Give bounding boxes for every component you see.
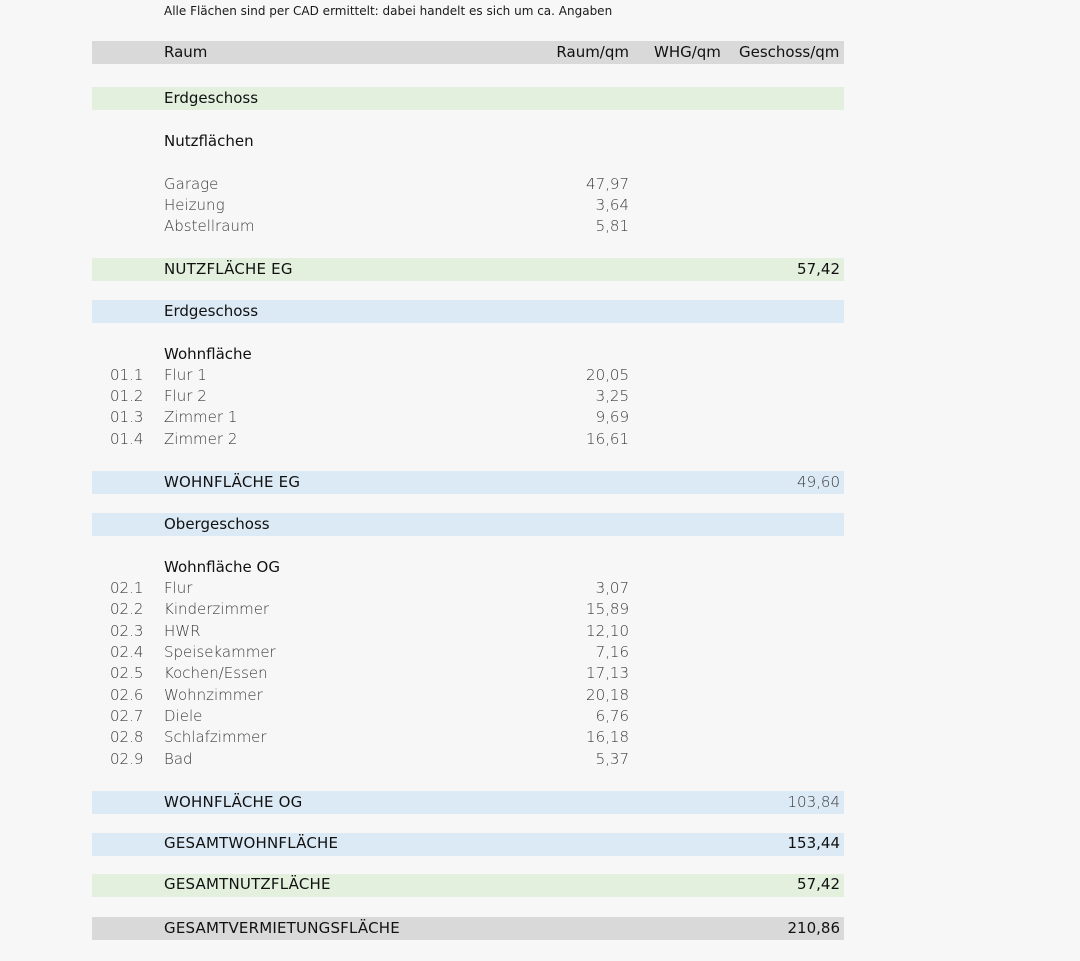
row-name: Bad bbox=[164, 750, 193, 768]
row-index: 02.5 bbox=[110, 664, 144, 682]
row-value: 12,10 bbox=[586, 622, 629, 640]
row-index: 02.3 bbox=[110, 622, 144, 640]
row-name: Zimmer 2 bbox=[164, 430, 238, 448]
row-index: 02.2 bbox=[110, 600, 144, 618]
row-value: 6,76 bbox=[595, 707, 629, 725]
total-value-gesamtnutz: 57,42 bbox=[797, 875, 840, 893]
total-label-gesamtwohn: GESAMTWOHNFLÄCHE bbox=[164, 834, 339, 852]
row-index: 01.4 bbox=[110, 430, 144, 448]
row-index: 02.8 bbox=[110, 728, 144, 746]
header-geschoss-qm: Geschoss/qm bbox=[739, 43, 840, 61]
row-index: 01.3 bbox=[110, 408, 144, 426]
row-value: 15,89 bbox=[586, 600, 629, 618]
row-name: Wohnzimmer bbox=[164, 686, 263, 704]
subtitle-wohnflaeche: Wohnfläche bbox=[164, 345, 252, 363]
row-name: Flur 1 bbox=[164, 366, 207, 384]
row-value: 3,25 bbox=[595, 387, 629, 405]
row-name: Speisekammer bbox=[164, 643, 276, 661]
row-name: Kochen/Essen bbox=[164, 664, 268, 682]
row-value: 16,18 bbox=[586, 728, 629, 746]
row-name: Schlafzimmer bbox=[164, 728, 267, 746]
header-raum: Raum bbox=[164, 43, 208, 61]
row-name: Flur bbox=[164, 579, 193, 597]
row-value: 3,07 bbox=[595, 579, 629, 597]
row-value: 3,64 bbox=[595, 196, 629, 214]
total-label-gesamtnutz: GESAMTNUTZFLÄCHE bbox=[164, 875, 331, 893]
total-label-wohn-eg: WOHNFLÄCHE EG bbox=[164, 473, 301, 491]
row-name: Diele bbox=[164, 707, 203, 725]
row-value: 17,13 bbox=[586, 664, 629, 682]
row-name: Flur 2 bbox=[164, 387, 207, 405]
total-value-nutz-eg: 57,42 bbox=[797, 260, 840, 278]
total-value-gesamtvermietung: 210,86 bbox=[787, 919, 840, 937]
section-title-eg-wohn: Erdgeschoss bbox=[164, 302, 259, 320]
row-index: 02.9 bbox=[110, 750, 144, 768]
row-name: HWR bbox=[164, 622, 201, 640]
total-value-wohn-eg: 49,60 bbox=[797, 473, 840, 491]
total-label-nutz-eg: NUTZFLÄCHE EG bbox=[164, 260, 293, 278]
row-name: Heizung bbox=[164, 196, 225, 214]
row-value: 9,69 bbox=[595, 408, 629, 426]
total-label-gesamtvermietung: GESAMTVERMIETUNGSFLÄCHE bbox=[164, 919, 400, 937]
row-value: 16,61 bbox=[586, 430, 629, 448]
section-title-og-wohn: Obergeschoss bbox=[164, 515, 270, 533]
row-name: Abstellraum bbox=[164, 217, 255, 235]
row-value: 47,97 bbox=[586, 175, 629, 193]
row-index: 02.1 bbox=[110, 579, 144, 597]
subtitle-nutzflaechen: Nutzflächen bbox=[164, 132, 254, 150]
row-value: 5,37 bbox=[595, 750, 629, 768]
row-name: Garage bbox=[164, 175, 219, 193]
row-value: 20,05 bbox=[586, 366, 629, 384]
row-value: 5,81 bbox=[595, 217, 629, 235]
row-value: 7,16 bbox=[595, 643, 629, 661]
row-index: 02.6 bbox=[110, 686, 144, 704]
header-whg-qm: WHG/qm bbox=[654, 43, 721, 61]
row-index: 02.7 bbox=[110, 707, 144, 725]
header-raum-qm: Raum/qm bbox=[556, 43, 629, 61]
disclaimer-note: Alle Flächen sind per CAD ermittelt: dabei handelt es sich um ca. Angaben bbox=[164, 4, 613, 18]
row-index: 01.1 bbox=[110, 366, 144, 384]
total-label-wohn-og: WOHNFLÄCHE OG bbox=[164, 793, 303, 811]
row-value: 20,18 bbox=[586, 686, 629, 704]
subtitle-wohnflaeche-og: Wohnfläche OG bbox=[164, 558, 280, 576]
total-value-wohn-og: 103,84 bbox=[787, 793, 840, 811]
row-name: Kinderzimmer bbox=[164, 600, 270, 618]
row-name: Zimmer 1 bbox=[164, 408, 238, 426]
row-index: 02.4 bbox=[110, 643, 144, 661]
row-index: 01.2 bbox=[110, 387, 144, 405]
section-title-eg-nutz: Erdgeschoss bbox=[164, 89, 259, 107]
total-value-gesamtwohn: 153,44 bbox=[787, 834, 840, 852]
